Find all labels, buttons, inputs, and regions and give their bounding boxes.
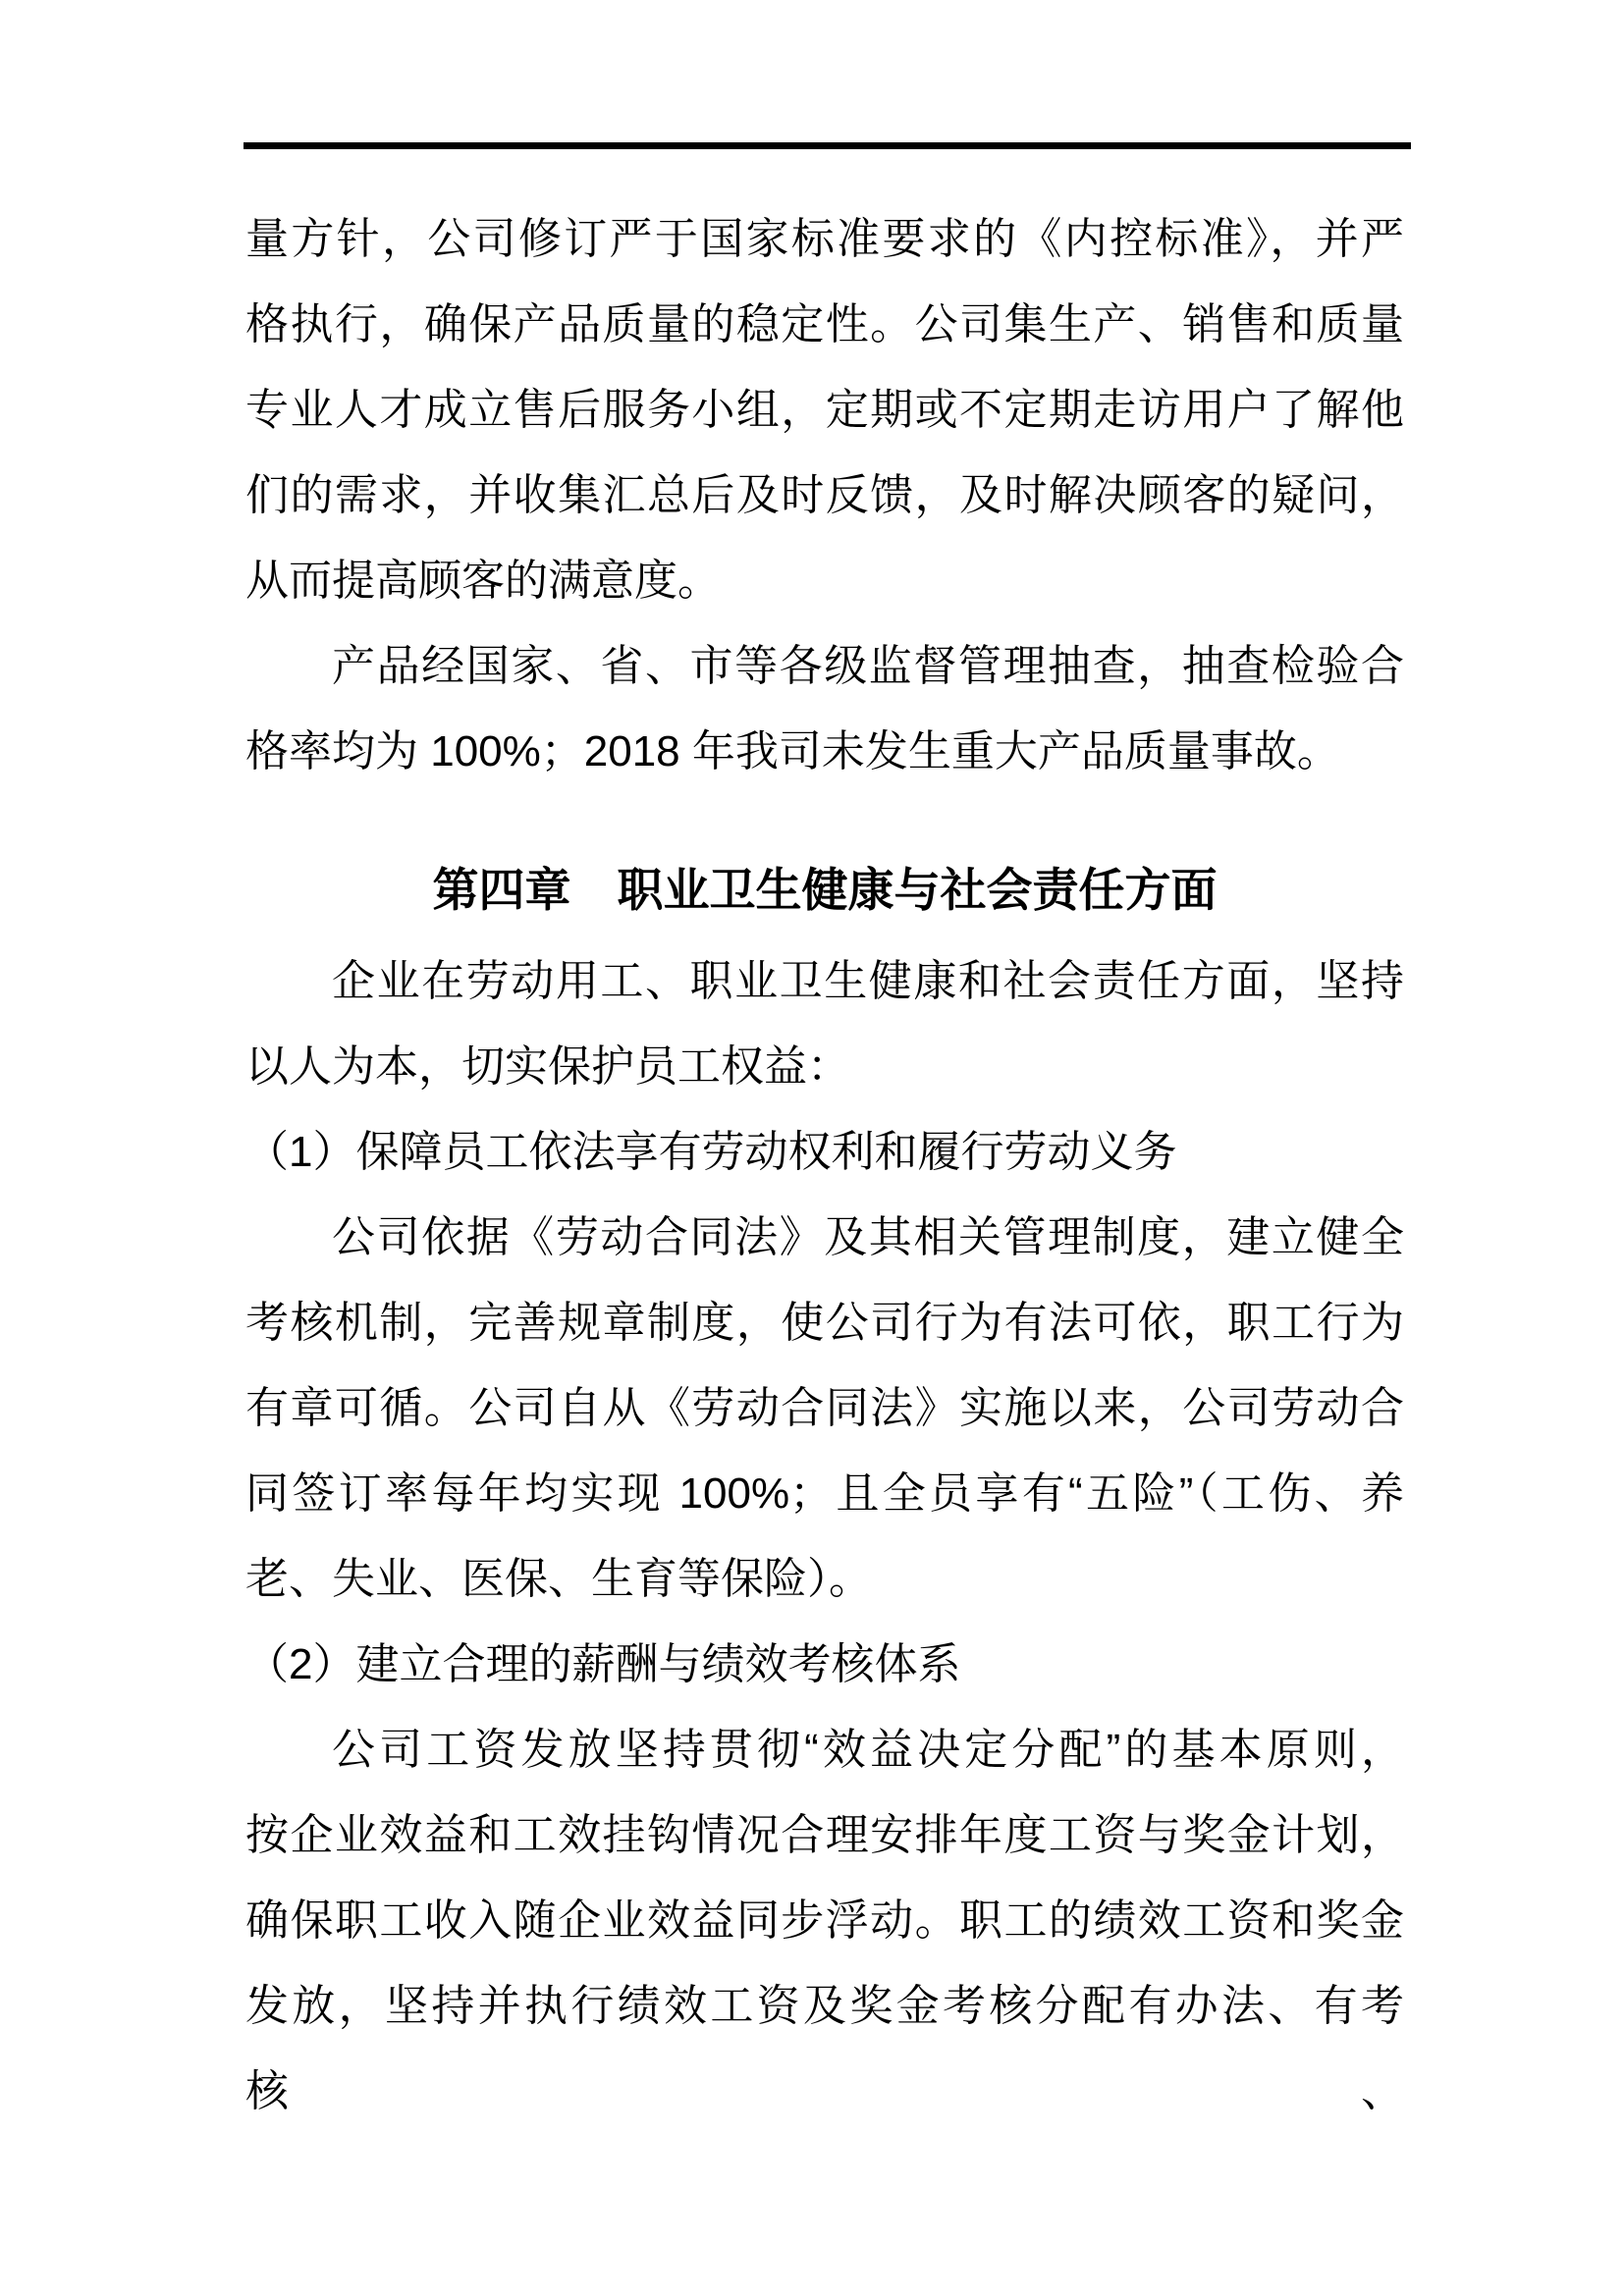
text-line: 发放，坚持并执行绩效工资及奖金考核分配有办法、有考核、 <box>245 1982 1404 2115</box>
list-item-1: （1）保障员工依法享有劳动权利和履行劳动义务 <box>245 1128 1177 1176</box>
text-line: 老、失业、医保、生育等保险）。 <box>245 1555 872 1603</box>
text-line: 们的需求，并收集汇总后及时反馈，及时解决顾客的疑问， <box>245 471 1404 519</box>
text-line: 以人为本，切实保护员工权益： <box>245 1042 850 1091</box>
text-line: 格执行，确保产品质量的稳定性。公司集生产、销售和质量 <box>245 300 1404 348</box>
text-line: 考核机制，完善规章制度，使公司行为有法可依，职工行为 <box>245 1299 1404 1347</box>
header-rule <box>244 142 1411 149</box>
text-line: 从而提高顾客的满意度。 <box>245 557 721 605</box>
text-line: 有章可循。公司自从《劳动合同法》实施以来，公司劳动合 <box>245 1384 1404 1432</box>
text-line: 格率均为 100%；2018 年我司未发生重大产品质量事故。 <box>245 727 1340 775</box>
text-line: 确保职工收入随企业效益同步浮动。职工的绩效工资和奖金 <box>245 1896 1404 1945</box>
list-item-2: （2）建立合理的薪酬与绩效考核体系 <box>245 1640 961 1688</box>
text-line: 产品经国家、省、市等各级监督管理抽查，抽查检验合 <box>332 642 1404 690</box>
text-line: 同签订率每年均实现 100%；且全员享有“五险”（工伤、养 <box>245 1469 1404 1518</box>
document-content <box>245 196 1404 2134</box>
text-line: 专业人才成立售后服务小组，定期或不定期走访用户了解他 <box>245 386 1404 434</box>
text-line: 企业在劳动用工、职业卫生健康和社会责任方面，坚持 <box>332 957 1404 1005</box>
chapter-heading: 第四章 职业卫生健康与社会责任方面 <box>432 864 1218 916</box>
text-line: 量方针，公司修订严于国家标准要求的《内控标准》，并严 <box>245 215 1404 263</box>
text-line: 公司依据《劳动合同法》及其相关管理制度，建立健全 <box>332 1213 1404 1261</box>
text-line: 按企业效益和工效挂钩情况合理安排年度工资与奖金计划， <box>245 1811 1404 1859</box>
text-line: 公司工资发放坚持贯彻“效益决定分配”的基本原则， <box>332 1726 1404 1774</box>
